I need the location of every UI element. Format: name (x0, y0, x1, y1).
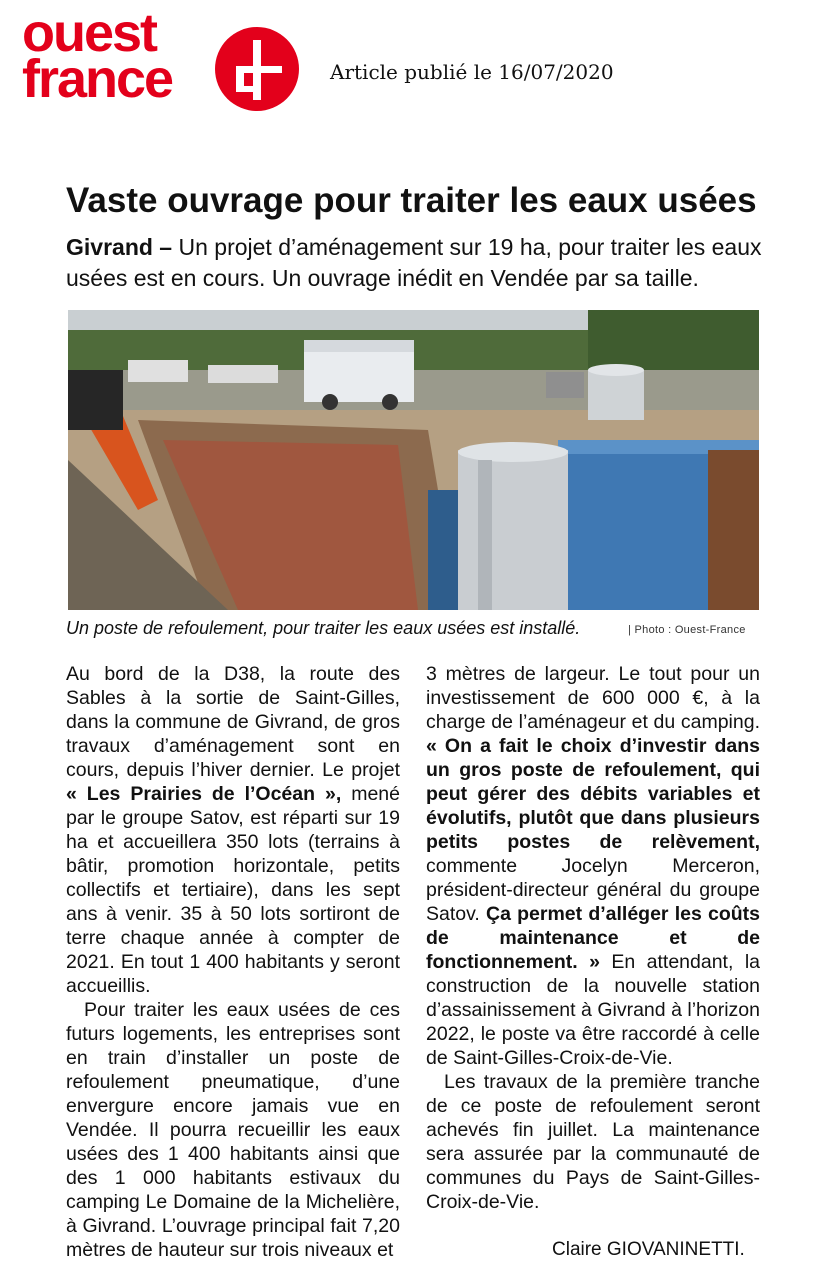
text-run: 3 mètres de largeur. Le tout pour un investissement de 600 000 €, à la charge de l’aménageur et du camping. (426, 663, 760, 733)
text-run: mené par le groupe Satov, est réparti sur 19 ha et accueillera 350 lots (terrains à bâtir, promotion horizontale, petits collectifs et tertiaire), dans les sept ans à venir. 35 à 50 lots sortiront de terre chaque année à compter de 2021. En tout 1 400 habitants y seront accueillis. (66, 783, 401, 997)
ouest-france-logo-mark-icon (214, 26, 300, 112)
paragraph (426, 662, 760, 1070)
publication-date: Article publié le 16/07/2020 (330, 60, 614, 84)
quote-bold: Ça permet d’alléger les coûts de maintenance et de fonctionnement. » (426, 903, 760, 973)
logo-line-ouest: ouest (22, 3, 157, 63)
text-run: Au bord de la D38, la route des Sables à la sortie de Saint-Gilles, dans la commune de Givrand, de gros travaux d’aménagement sont en cours, depuis l’hiver dernier. Le projet (66, 663, 400, 781)
lead-text: Un projet d’aménagement sur 19 ha, pour traiter les eaux usées est en cours. Un ouvrage inédit en Vendée par sa taille. (66, 234, 762, 291)
article-column-left (66, 662, 400, 1262)
photo-caption: Un poste de refoulement, pour traiter les eaux usées est installé. (66, 618, 581, 638)
text-run: commente Jocelyn Merceron, président-directeur général du groupe Satov. (426, 855, 760, 925)
quote-bold: « On a fait le choix d’investir dans un gros poste de refoulement, qui peut gérer des débits variables et évolutifs, plutôt que dans plusieurs petits postes de relèvement, (426, 735, 760, 853)
article-author: Claire GIOVANINETTI. (552, 1239, 745, 1260)
text-run: En attendant, la construction de la nouvelle station d’assainissement à Givrand à l’horizon 2022, le poste va être raccordé à celle de Saint-Gilles-Croix-de-Vie. (426, 951, 760, 1069)
lead-place: Givrand – (66, 234, 173, 260)
paragraph: Les travaux de la première tranche de ce poste de refoulement seront achevés fin juillet. La maintenance sera assurée par la communauté de communes du Pays de Saint-Gilles-Croix-de-Vie. (426, 1071, 760, 1213)
project-name-bold: « Les Prairies de l’Océan », (66, 783, 342, 805)
article-column-right (426, 662, 760, 1214)
construction-site-photo (68, 310, 759, 610)
paragraph (66, 662, 400, 998)
photo-credit: | Photo : Ouest-France (628, 624, 746, 636)
article-photo (68, 310, 759, 610)
ouest-france-logo-text (22, 3, 173, 109)
article-title: Vaste ouvrage pour traiter les eaux usées (66, 181, 757, 220)
logo-line-france: france (22, 49, 173, 109)
paragraph: Pour traiter les eaux usées de ces futurs logements, les entreprises sont en train d’installer un poste de refoulement pneumatique, d’une envergure encore jamais vue en Vendée. Il pourra recueillir les eaux usées des 1 400 habitants ainsi que des 1 000 habitants estivaux du camping Le Domaine de la Michelière, à Givrand. L’ouvrage principal fait 7,20 mètres de hauteur sur trois niveaux et (66, 999, 400, 1261)
article-lead (66, 232, 776, 294)
